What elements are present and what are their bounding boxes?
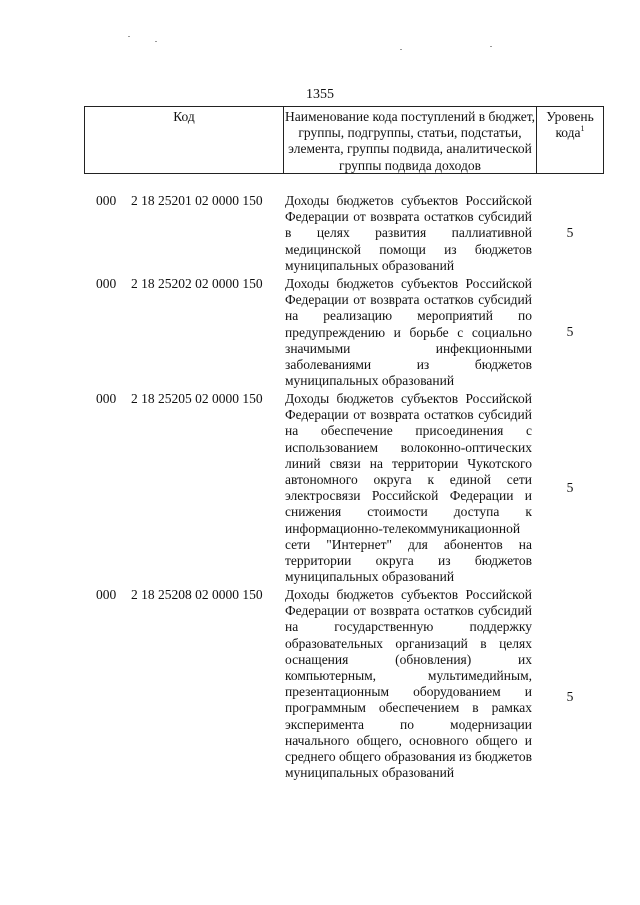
revenue-description: Доходы бюджетов субъектов Российской Федерации от возврата остатков субсидий на обеспечение присоединения с использованием волоконно-оптических линий связи на территории Чукотского автономного округа к единой сети электросвязи Российской Федерации и снижения стоимости доступа к информационно-телекоммуникационной сети "Интернет" для абонентов на территории округа из бюджетов муниципальных образований: [285, 391, 532, 585]
revenue-code: 2 18 25202 02 0000 150: [131, 276, 263, 291]
code-level: 5: [566, 324, 574, 339]
admin-code: 000: [96, 193, 117, 208]
code-level: 5: [566, 225, 574, 240]
code-level: 5: [566, 480, 574, 495]
revenue-description: Доходы бюджетов субъектов Российской Федерации от возврата остатков субсидий на государственную поддержку образовательных организаций в целях оснащения (обновления) их компьютерным, мультимедийным, презентационным оборудованием и программным обеспечением в рамках эксперимента по модернизации начального общего, основного общего и среднего общего образования из бюджетов муниципальных образований: [285, 587, 532, 781]
revenue-description: Доходы бюджетов субъектов Российской Федерации от возврата остатков субсидий на реализацию мероприятий по предупреждению и борьбе с социально значимыми инфекционными заболеваниями из бюджетов муниципальных образований: [285, 276, 532, 389]
header-level: [537, 107, 603, 173]
header-level-footnote: 1: [580, 124, 585, 134]
header-code: Код: [173, 109, 195, 124]
page-number: 1355: [306, 87, 334, 102]
code-level: 5: [566, 689, 574, 704]
admin-code: 000: [96, 276, 117, 291]
scan-speck: [155, 41, 157, 42]
header-name: Наименование кода поступлений в бюджет, группы, подгруппы, статьи, подстатьи, элемента, группы подвида, аналитической группы подвида доходов: [284, 109, 535, 173]
scan-speck: [128, 36, 130, 37]
scan-speck: [490, 46, 492, 47]
table-header: [84, 106, 604, 174]
admin-code: 000: [96, 391, 117, 406]
header-level-label: Уровень кода: [546, 109, 594, 141]
revenue-code: 2 18 25205 02 0000 150: [131, 391, 263, 406]
scan-speck: [400, 49, 402, 50]
revenue-code: 2 18 25208 02 0000 150: [131, 587, 263, 602]
revenue-code: 2 18 25201 02 0000 150: [131, 193, 263, 208]
admin-code: 000: [96, 587, 117, 602]
revenue-description: Доходы бюджетов субъектов Российской Федерации от возврата остатков субсидий в целях развития паллиативной медицинской помощи из бюджетов муниципальных образований: [285, 193, 532, 273]
